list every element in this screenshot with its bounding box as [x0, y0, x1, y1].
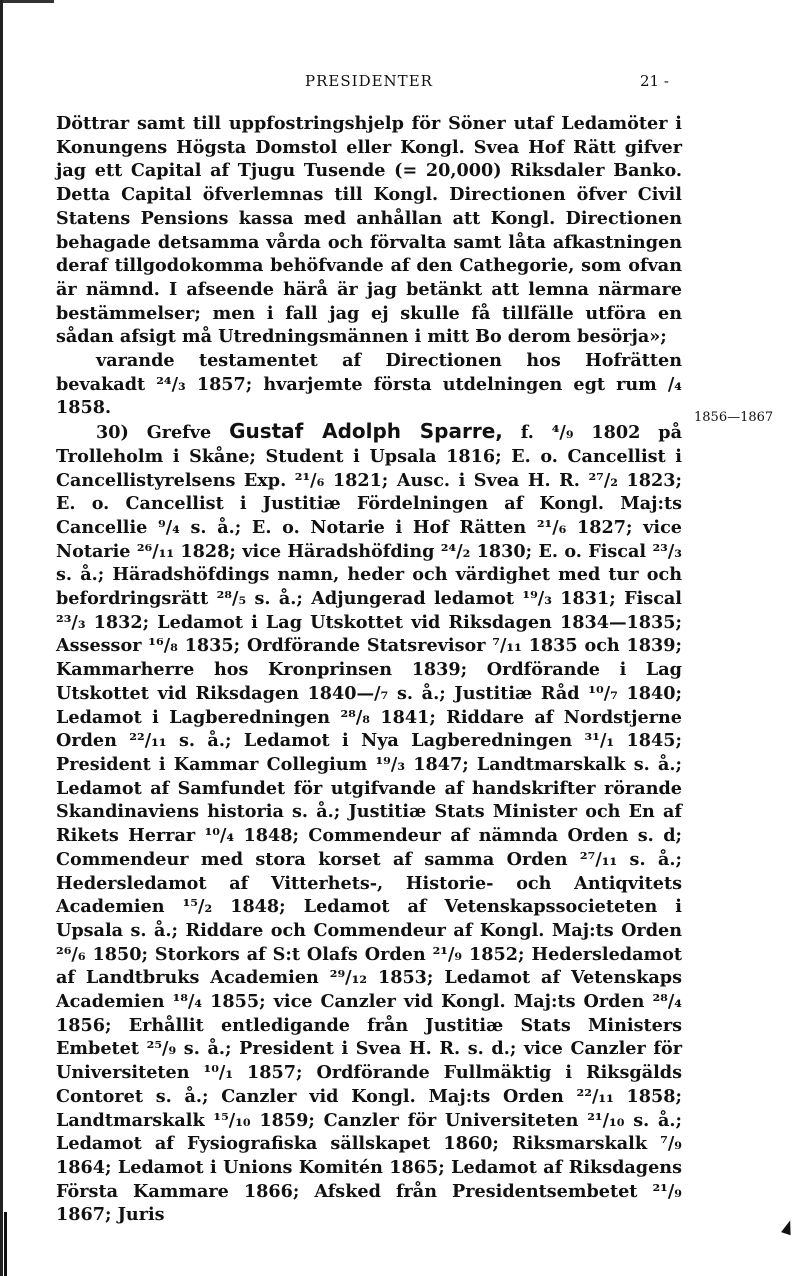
person-name: Gustaf Adolph Sparre,	[229, 419, 503, 444]
paragraph-2: varande testamentet af Directionen hos Hofrätten bevakadt ²⁴/₃ 1857; hvarjemte första utdelningen egt rum /₄ 1858.	[56, 350, 682, 419]
page-number: 21 -	[640, 72, 669, 90]
page-edge-top	[0, 0, 54, 3]
page-edge-left	[0, 0, 3, 1276]
running-head: PRESIDENTER	[305, 72, 433, 90]
binding-mark	[4, 1212, 7, 1276]
paragraph-1: Döttrar samt till uppfostringshjelp för Söner utaf Ledamöter i Konungens Högsta Domstol eller Kongl. Svea Hof Rätt gifver jag ett Capital af Tjugu Tusende (= 20,000) Riksdaler Banko. Detta Capital öfverlemnas till Kongl. Directionen öfver Civil Statens Pensions kassa med anhållan att Kongl. Directionen behagade detsamma vårda och förvalta samt låta afkastningen deraf tillgodokomma behöfvande af den Cathegorie, som ofvan är nämnd. I afseende härå är jag betänkt att lemna närmare bestämmelser; men i fall jag ej skulle få tillfälle utföra en sådan afsigt må Utredningsmännen i mitt Bo derom besörja»;	[56, 113, 682, 348]
paragraph-3	[56, 420, 682, 1227]
corner-mark	[781, 1219, 795, 1235]
entry-number: 30) Grefve	[96, 422, 212, 444]
main-text	[56, 112, 682, 1227]
margin-note-years: 1856—1867	[694, 410, 774, 425]
biography-text: f. ⁴/₉ 1802 på Trolleholm i Skåne; Student i Upsala 1816; E. o. Cancellist i Cancellistyrelsens Exp. ²¹/₆ 1821; Ausc. i Svea H. R. ²⁷/₂ 1823; E. o. Cancellist i Justitiæ Fördelningen af Kongl. Maj:ts Cancellie ⁹/₄ s. å.; E. o. Notarie i Hof Rätten ²¹/₆ 1827; vice Notarie ²⁶/₁₁ 1828; vice Häradshöfding ²⁴/₂ 1830; E. o. Fiscal ²³/₃ s. å.; Häradshöfdings namn, heder och värdighet med tur och befordringsrätt ²⁸/₅ s. å.; Adjungerad ledamot ¹⁹/₃ 1831; Fiscal ²³/₃ 1832; Ledamot i Lag Utskottet vid Riksdagen 1834—1835; Assessor ¹⁶/₈ 1835; Ordförande Statsrevisor ⁷/₁₁ 1835 och 1839; Kammarherre hos Kronprinsen 1839; Ordförande i Lag Utskottet vid Riksdagen 1840—/₇ s. å.; Justitiæ Råd ¹⁰/₇ 1840; Ledamot i Lagberedningen ²⁸/₈ 1841; Riddare af Nordstjerne Orden ²²/₁₁ s. å.; Ledamot i Nya Lagberedningen ³¹/₁ 1845; President i Kammar Collegium ¹⁹/₃ 1847; Landtmarskalk s. å.; Ledamot af Samfundet för utgifvande af handskrifter rörande Skandinaviens historia s. å.; Justitiæ Stats Minister och En af Rikets Herrar ¹⁰/₄ 1848; Commendeur af nämnda Orden s. d; Commendeur med stora korset af samma Orden ²⁷/₁₁ s. å.; Hedersledamot af Vitterhets-, Historie- och Antiqvitets Academien ¹⁵/₂ 1848; Ledamot af Vetenskapssocieteten i Upsala s. å.; Riddare och Commendeur af Kongl. Maj:ts Orden ²⁶/₆ 1850; Storkors af S:t Olafs Orden ²¹/₉ 1852; Hedersledamot af Landtbruks Academien ²⁹/₁₂ 1853; Ledamot af Vetenskaps Academien ¹⁸/₄ 1855; vice Canzler vid Kongl. Maj:ts Orden ²⁸/₄ 1856; Erhållit entledigande från Justitiæ Stats Ministers Embetet ²⁵/₉ s. å.; President i Svea H. R. s. d.; vice Canzler för Universiteten ¹⁰/₁ 1857; Ordförande Fullmäktig i Riksgälds Contoret s. å.; Canzler vid Kongl. Maj:ts Orden ²²/₁₁ 1858; Landtmarskalk ¹⁵/₁₀ 1859; Canzler för Universiteten ²¹/₁₀ s. å.; Ledamot af Fysiografiska sällskapet 1860; Riksmarskalk ⁷/₉ 1864; Ledamot i Unions Komitén 1865; Ledamot af Riksdagens Första Kammare 1866; Afsked från Presidentsembetet ²¹/₉ 1867; Juris	[56, 422, 682, 1226]
